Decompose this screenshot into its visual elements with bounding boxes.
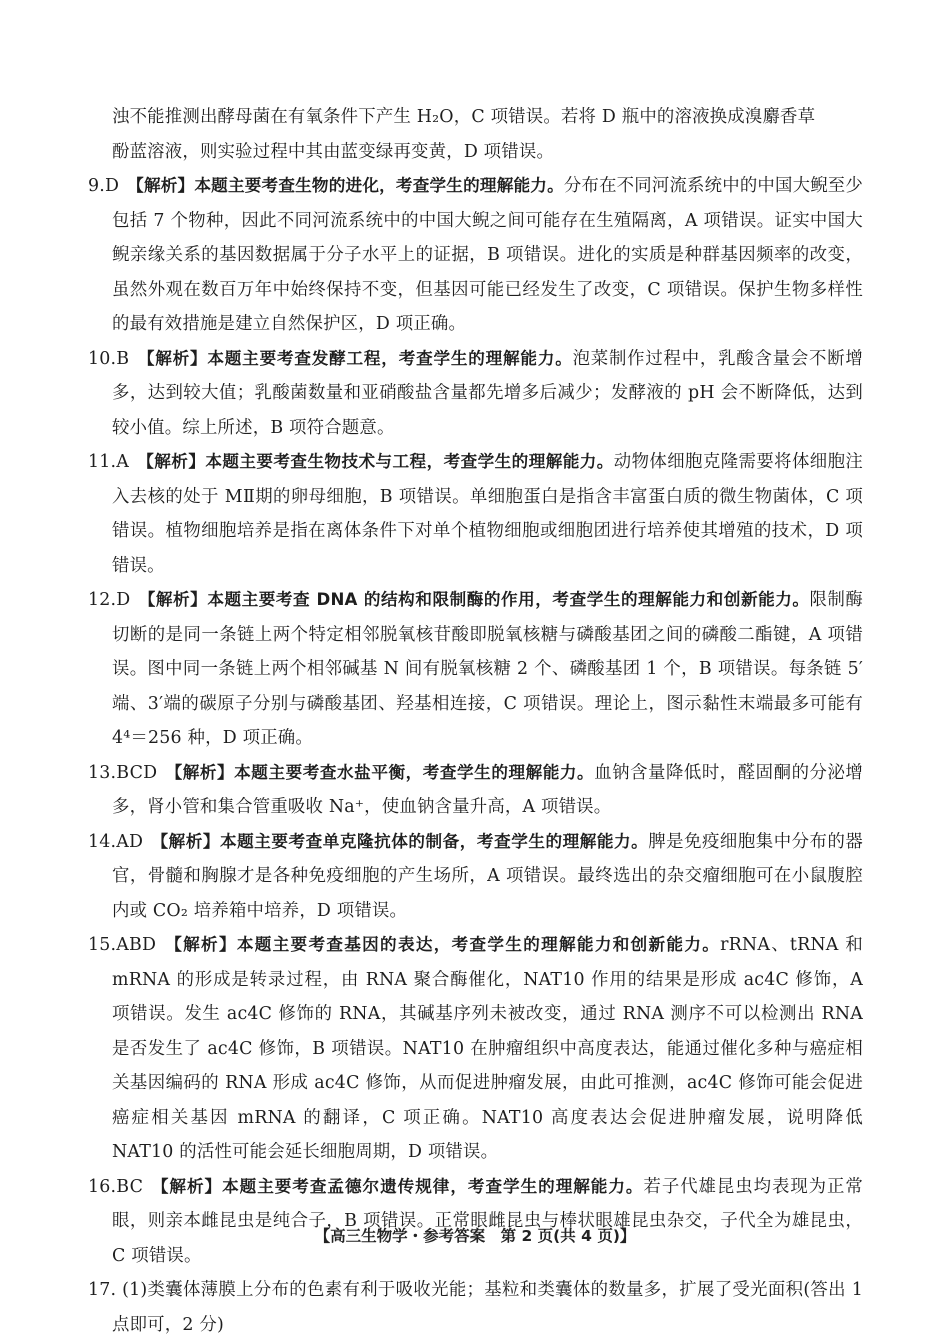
item-number: 11. (88, 452, 117, 472)
item-answer: BCD (116, 762, 158, 783)
item-answer: ABD (116, 935, 157, 955)
answer-item-13 (88, 756, 863, 825)
answer-item-17 (88, 1273, 863, 1342)
answer-item-12 (88, 583, 863, 756)
answer-content (88, 100, 863, 1342)
item-explanation: 若子代雄昆虫均表现为正常眼，则亲本雌昆虫是纯合子，B 项错误。正常眼雌昆虫与棒状眼雄昆虫杂交，子代全为雄昆虫，C 项错误。 (112, 1176, 863, 1266)
item-analysis-lead: 【解析】本题主要考查孟德尔遗传规律，考查学生的理解能力。 (151, 1176, 644, 1196)
answer-item-10 (88, 342, 863, 446)
item-analysis-lead: 【解析】本题主要考查发酵工程，考查学生的理解能力。 (137, 348, 573, 368)
item-analysis-lead: 【解析】本题主要考查 DNA 的结构和限制酶的作用，考查学生的理解能力和创新能力。 (138, 590, 810, 609)
item-number: 12. (88, 590, 117, 610)
item-answer: B (116, 348, 130, 369)
item-number: 9. (88, 176, 105, 196)
item-explanation: (1)类囊体薄膜上分布的色素有利于吸收光能；基粒和类囊体的数量多，扩展了受光面积(答出 1 点即可，2 分) (112, 1280, 864, 1335)
intro-line-2: 酚蓝溶液，则实验过程中其由蓝变绿再变黄，D 项错误。 (112, 141, 555, 162)
item-number: 15. (88, 935, 117, 955)
answer-item-14 (88, 825, 863, 929)
item-answer: A (116, 452, 130, 472)
item-explanation: 动物体细胞克隆需要将体细胞注入去核的处于 MⅡ期的卵母细胞，B 项错误。单细胞蛋白是指含丰富蛋白质的微生物菌体，C 项错误。植物细胞培养是指在离体条件下对单个植物细胞或细胞团进行培养使其增殖的技术，D 项错误。 (112, 452, 863, 576)
item-analysis-lead: 【解析】本题主要考查生物的进化，考查学生的理解能力。 (127, 176, 564, 195)
intro-line-1: 浊不能推测出酵母菌在有氧条件下产生 H₂O，C 项错误。若将 D 瓶中的溶液换成溴麝香草 (112, 107, 816, 127)
item-number: 13. (88, 762, 117, 783)
item-number: 10. (88, 348, 117, 369)
item-number: 17. (88, 1280, 117, 1300)
intro-continuation (88, 100, 863, 169)
item-number: 16. (88, 1176, 117, 1197)
item-explanation: 脾是免疫细胞集中分布的器官，骨髓和胸腺才是各种免疫细胞的产生场所，A 项错误。最终选出的杂交瘤细胞可在小鼠腹腔内或 CO₂ 培养箱中培养，D 项错误。 (112, 831, 863, 921)
item-analysis-lead: 【解析】本题主要考查水盐平衡，考查学生的理解能力。 (165, 762, 595, 782)
item-answer: D (105, 176, 120, 196)
item-analysis-lead: 【解析】本题主要考查生物技术与工程，考查学生的理解能力。 (137, 452, 614, 471)
item-answer: D (116, 590, 131, 610)
item-answer: BC (116, 1176, 144, 1197)
answer-item-16 (88, 1170, 863, 1274)
item-explanation: 分布在不同河流系统中的中国大鲵至少包括 7 个物种，因此不同河流系统中的中国大鲵之间可能存在生殖隔离，A 项错误。证实中国大鲵亲缘关系的基因数据属于分子水平上的证据，B 项错误。进化的实质是种群基因频率的改变，虽然外观在数百万年中始终保持不变，但基因可能已经发生了改变，C 项错误。保护生物多样性的最有效措施是建立自然保护区，D 项正确。 (112, 176, 863, 334)
item-explanation: 泡菜制作过程中，乳酸含量会不断增多，达到较大值；乳酸菌数量和亚硝酸盐含量都先增多后减少；发酵液的 pH 会不断降低，达到较小值。综上所述，B 项符合题意。 (112, 348, 864, 438)
item-analysis-lead: 【解析】本题主要考查基因的表达，考查学生的理解能力和创新能力。 (164, 935, 721, 954)
item-explanation: 血钠含量降低时，醛固酮的分泌增多，肾小管和集合管重吸收 Na⁺，使血钠含量升高，A 项错误。 (112, 762, 863, 817)
item-explanation: rRNA、tRNA 和 mRNA 的形成是转录过程，由 RNA 聚合酶催化，NAT10 作用的结果是形成 ac4C 修饰，A 项错误。发生 ac4C 修饰的 RNA，其碱基序列未被改变，通过 RNA 测序不可以检测出 RNA 是否发生了 ac4C 修饰，B 项错误。NAT10 在肿瘤组织中高度表达，能通过催化多种与癌症相关基因编码的 RNA 形成 ac4C 修饰，从而促进肿瘤发展，由此可推测，ac4C 修饰可能会促进癌症相关基因 mRNA 的翻译，C 项正确。NAT10 高度表达会促进肿瘤发展，说明降低 NAT10 的活性可能会延长细胞周期，D 项错误。 (112, 935, 863, 1162)
item-analysis-lead: 【解析】本题主要考查单克隆抗体的制备，考查学生的理解能力。 (151, 831, 649, 851)
item-number: 14. (88, 831, 117, 852)
answer-item-9 (88, 169, 863, 342)
item-answer: AD (116, 831, 144, 852)
item-explanation: 限制酶切断的是同一条链上两个特定相邻脱氧核苷酸即脱氧核糖与磷酸基团之间的磷酸二酯键，A 项错误。图中同一条链上两个相邻碱基 N 间有脱氧核糖 2 个、磷酸基团 1 个，B 项错误。每条链 5′端、3′端的碳原子分别与磷酸基团、羟基相连接，C 项错误。理论上，图示黏性末端最多可能有 4⁴＝256 种，D 项正确。 (112, 590, 863, 748)
page-footer: 【高三生物学・参考答案 第 2 页(共 4 页)】 (314, 1227, 636, 1245)
answer-item-11 (88, 445, 863, 583)
answer-item-15 (88, 928, 863, 1170)
